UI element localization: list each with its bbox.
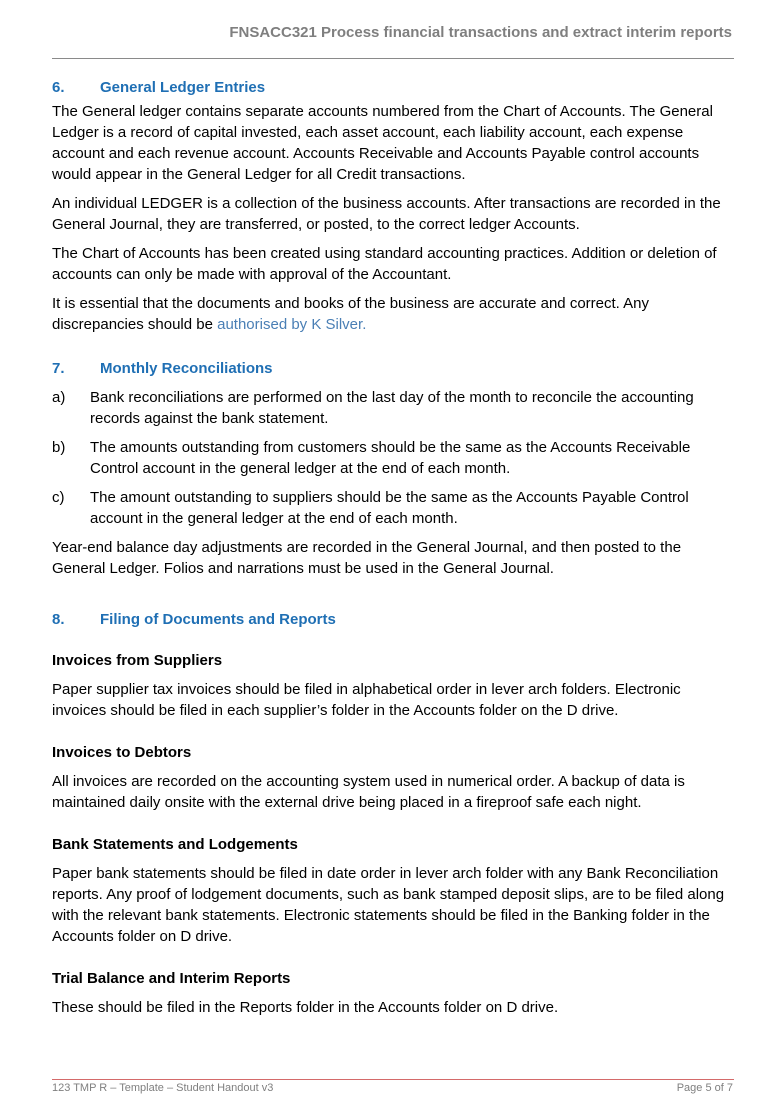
footer-page-number: Page 5 of 7 (676, 1082, 733, 1094)
subsection-text: All invoices are recorded on the accounting system used in numerical order. A backup of data is maintained daily onsite with the external drive being placed in a fireproof safe each night. (52, 773, 685, 811)
list-item-label: c) (52, 489, 65, 506)
subsection-text: Paper supplier tax invoices should be filed in alphabetical order in lever arch folders. Electronic invoices should be filed in each supplier’s folder in the Accounts folder on the D drive. (52, 681, 681, 719)
list-item-text: The amounts outstanding from customers should be the same as the Accounts Receivable Control account in the general ledger at the end of each month. (90, 439, 691, 477)
list-item-text: The amount outstanding to suppliers should be the same as the Accounts Payable Control account in the general ledger at the end of each month. (90, 489, 689, 527)
header-rule (52, 58, 734, 59)
section-6-number: 6. (52, 79, 65, 96)
section-8-title: Filing of Documents and Reports (100, 611, 336, 628)
section-6-paragraph-4 (52, 293, 736, 335)
section-6-paragraph-2: An individual LEDGER is a collection of the business accounts. After transactions are recorded in the General Journal, they are transferred, or posted, to the correct ledger Accounts. (52, 195, 721, 233)
list-item (52, 487, 736, 529)
section-7-closing: Year-end balance day adjustments are recorded in the General Journal, and then posted to the General Ledger. Folios and narrations must be used in the General Journal. (52, 539, 682, 577)
list-item-label: a) (52, 389, 66, 406)
subsection-text: These should be filed in the Reports folder in the Accounts folder on D drive. (52, 999, 559, 1016)
authorised-link[interactable]: authorised by K Silver. (217, 316, 367, 333)
subsection-heading: Invoices to Debtors (52, 744, 192, 761)
list-item-label: b) (52, 439, 66, 456)
section-7-number: 7. (52, 360, 65, 377)
page-header: FNSACC321 Process financial transactions and extract interim reports (229, 24, 732, 41)
section-6-paragraph-4-text: It is essential that the documents and books of the business are accurate and correct. Any discrepancies should be (52, 295, 650, 333)
list-item (52, 387, 736, 429)
section-6-heading (52, 78, 736, 98)
subsection-heading: Trial Balance and Interim Reports (52, 970, 291, 987)
footer-rule (52, 1079, 734, 1080)
section-8-number: 8. (52, 611, 65, 628)
subsection-text: Paper bank statements should be filed in date order in lever arch folder with any Bank Reconciliation reports. Any proof of lodgement documents, such as bank stamped deposit slips, are to be filed along with the relevant bank statements. Electronic statements should be filed in the Banking folder in the Accounts folder on D drive. (52, 865, 725, 945)
section-6-paragraph-1: The General ledger contains separate accounts numbered from the Chart of Accounts. The General Ledger is a record of capital invested, each asset account, each liability account, each expense account and each revenue account. Accounts Receivable and Accounts Payable control accounts would appear in the General Ledger for all Credit transactions. (52, 103, 713, 183)
section-6-title: General Ledger Entries (100, 79, 266, 96)
document-body (52, 76, 736, 1018)
subsection-heading: Invoices from Suppliers (52, 652, 223, 669)
section-7-title: Monthly Reconciliations (100, 360, 273, 377)
subsection-heading: Bank Statements and Lodgements (52, 836, 298, 853)
footer-document-id: 123 TMP R – Template – Student Handout v3 (52, 1082, 274, 1094)
section-8-heading (52, 610, 736, 630)
list-item (52, 437, 736, 479)
list-item-text: Bank reconciliations are performed on the last day of the month to reconcile the accounting records against the bank statement. (90, 389, 694, 427)
section-7-heading (52, 359, 736, 379)
section-6-paragraph-3: The Chart of Accounts has been created using standard accounting practices. Addition or deletion of accounts can only be made with approval of the Accountant. (52, 245, 717, 283)
